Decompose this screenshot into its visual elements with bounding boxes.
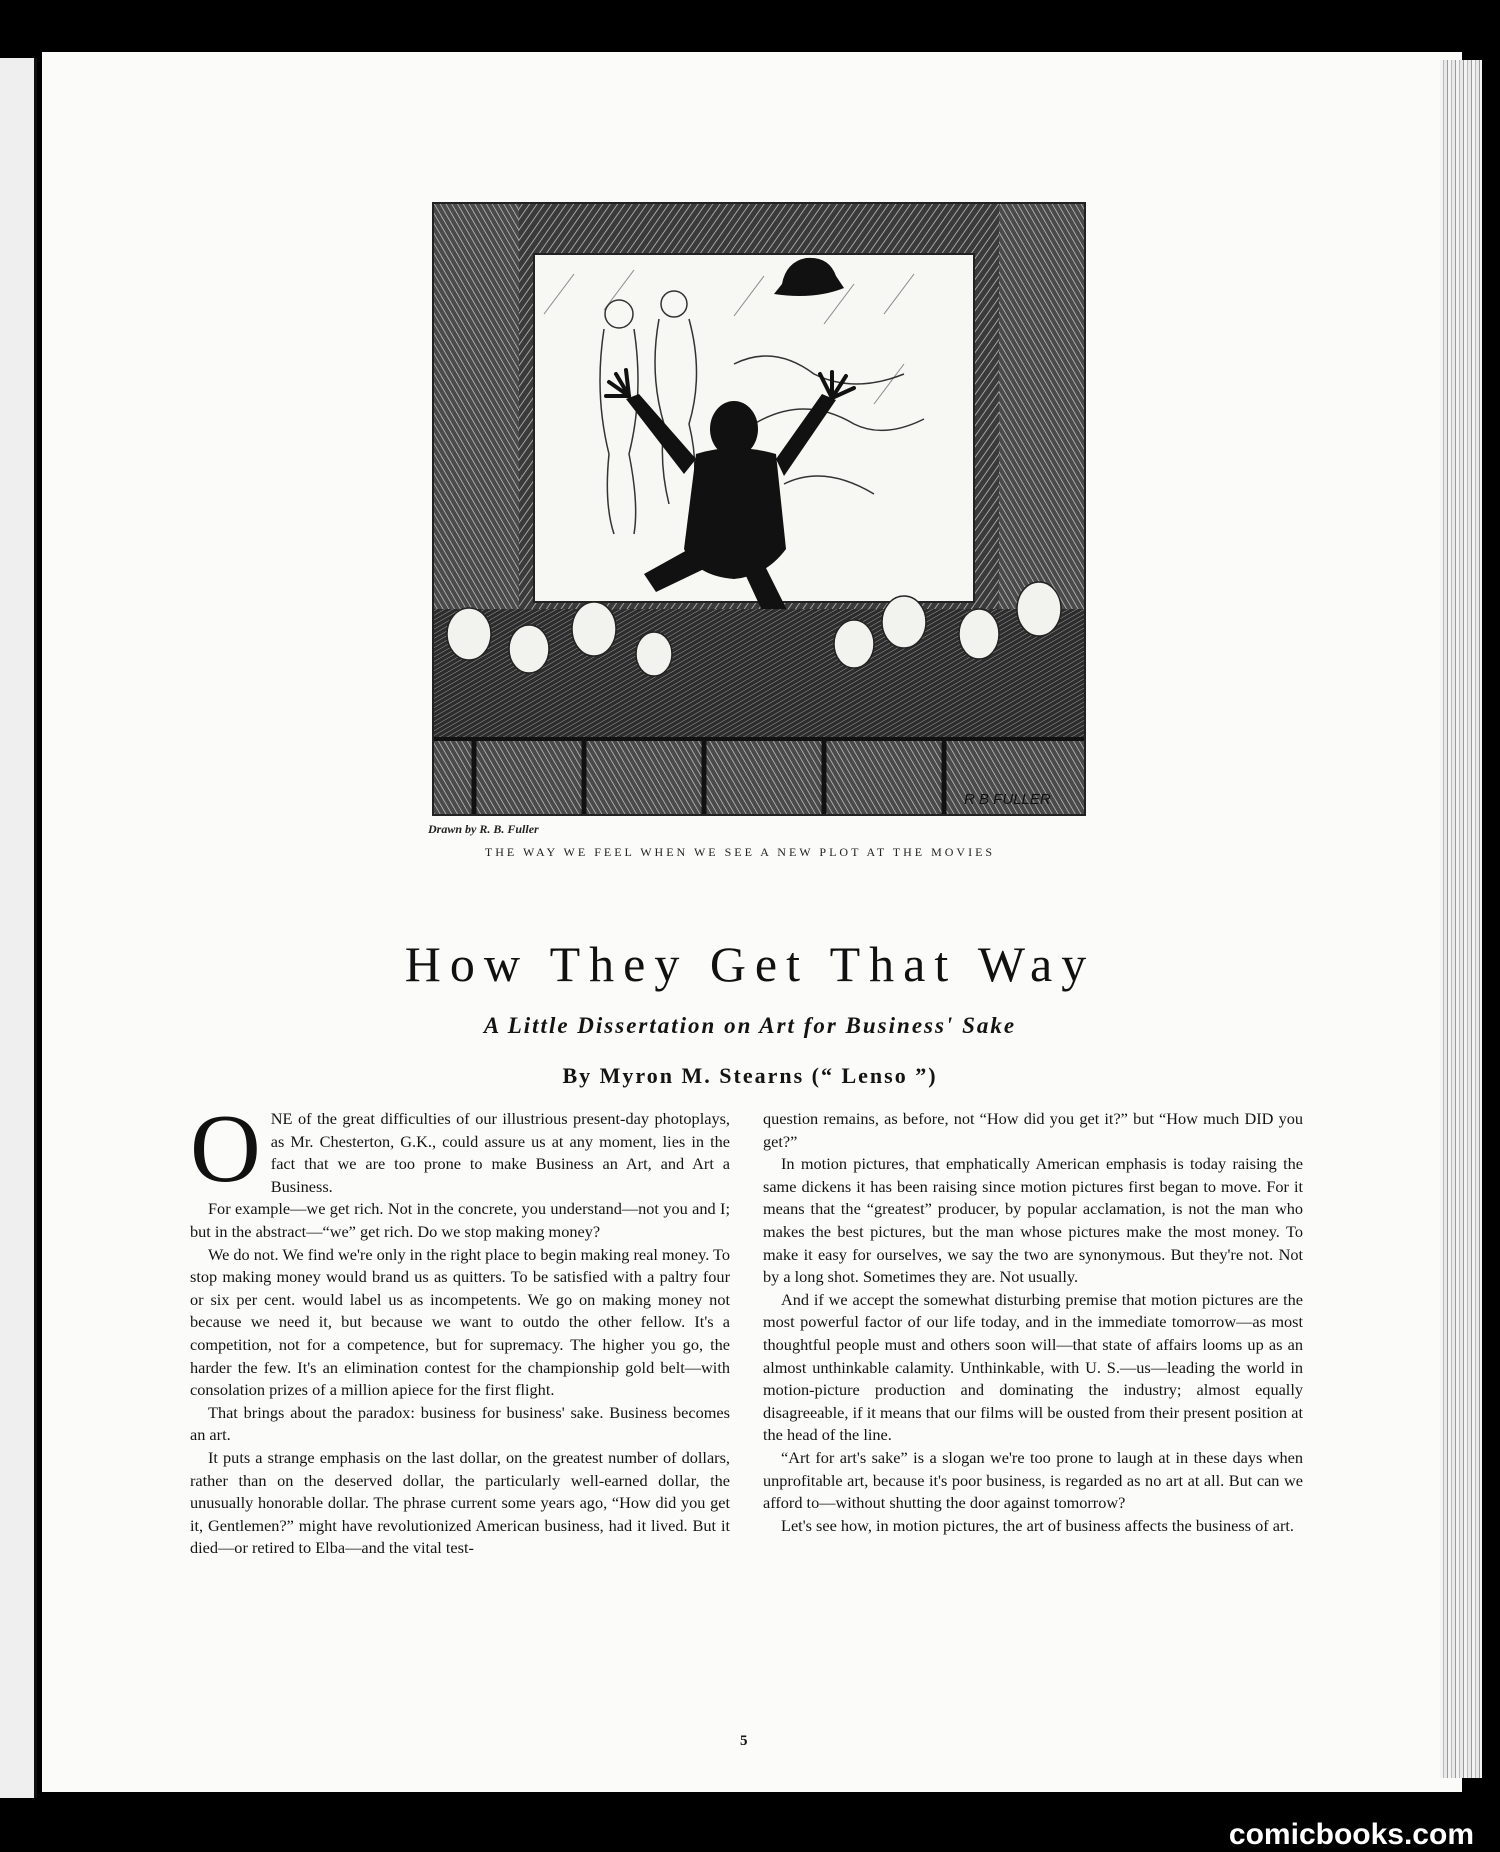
article-paragraph: That brings about the paradox: business for business' sake. Business becomes an art. — [190, 1402, 730, 1445]
artist-signature: R B FULLER — [964, 791, 1051, 808]
article-paragraph: We do not. We find we're only in the right place to begin making real money. To stop making money would brand us as quitters. To be satisfied with a paltry four or six per cent. would label us as incompetents. We go on making money not because we need it, but because we want to outdo the other fellow. It's a competition, not for a competence, but for supremacy. The higher you go, the harder the few. It's an elimination contest for the championship gold belt—with consolation prizes of a million apiece for the first flight. — [190, 1244, 730, 1400]
article-paragraph: ONE of the great difficulties of our illustrious present-day photoplays, as Mr. Chesterton, G.K., could assure us at any moment, lies in the fact that we are too prone to make Business an Art, and Art a Business. — [190, 1095, 730, 1203]
article-paragraph: In motion pictures, that emphatically American emphasis is today raising the same dickens it has been raising since motion pictures first began to move. For it means that the “greatest” producer, by popular acclamation, is not the man who makes the best pictures, but the man whose pictures make the most money. To make it easy for ourselves, we say the two are synonymous. But they're not. Not by a long shot. Sometimes they are. Not usually. — [763, 1154, 1303, 1287]
article-byline: By Myron M. Stearns (“ Lenso ”) — [562, 1063, 938, 1088]
article-paragraph: question remains, as before, not “How did you get it?” but “How much DID you get?” — [763, 1109, 1303, 1151]
page-stack-edge — [1440, 60, 1482, 1778]
article-paragraph: It puts a strange emphasis on the last dollar, on the greatest number of dollars, rather than on the deserved dollar, the particularly well-earned dollar, the unusually honorable dollar. The phrase current some years ago, “How did you get it, Gentlemen?” might have revolutionized American business, had it lived. But it died—or retired to Elba—and the vital test- — [190, 1447, 730, 1558]
illustration-caption: THE WAY WE FEEL WHEN WE SEE A NEW PLOT AT THE MOVIES — [484, 845, 996, 859]
page-number: 5 — [740, 1733, 748, 1749]
article-paragraph: Let's see how, in motion pictures, the art of business affects the business of art. — [781, 1515, 1294, 1535]
previous-page-edge — [0, 58, 37, 1798]
article-paragraph: For example—we get rich. Not in the concrete, you understand—not you and I; but in the abstract—“we” get rich. Do we stop making money? — [190, 1199, 730, 1241]
drop-cap: O — [190, 1095, 261, 1203]
article-paragraph: And if we accept the somewhat disturbing premise that motion pictures are the most powerful factor of our life today, and in the immediate tomorrow—as most thoughtful people must and others soon will—that state of affairs looms up as an almost unthinkable calamity. Unthinkable, with U. S.—us—leading the world in motion-picture production and dominating the industry; almost equally disagreeable, if it means that our films will be ousted from their present position at the head of the line. — [763, 1289, 1303, 1445]
article-column-left — [190, 1095, 730, 1560]
article-subtitle: A Little Dissertation on Art for Business' Sake — [483, 1013, 1017, 1038]
article-column-right — [763, 1108, 1303, 1537]
cartoon-illustration — [432, 202, 1086, 816]
article-paragraph: “Art for art's sake” is a slogan we're too prone to laugh at in these days when unprofitable art, because it's poor business, is regarded as no art at all. But can we afford to—without shutting the door against tomorrow? — [763, 1447, 1303, 1513]
article-title: How They Get That Way — [404, 936, 1096, 992]
site-watermark: comicbooks.com — [1228, 1818, 1474, 1851]
illustration-credit: Drawn by R. B. Fuller — [428, 822, 539, 836]
